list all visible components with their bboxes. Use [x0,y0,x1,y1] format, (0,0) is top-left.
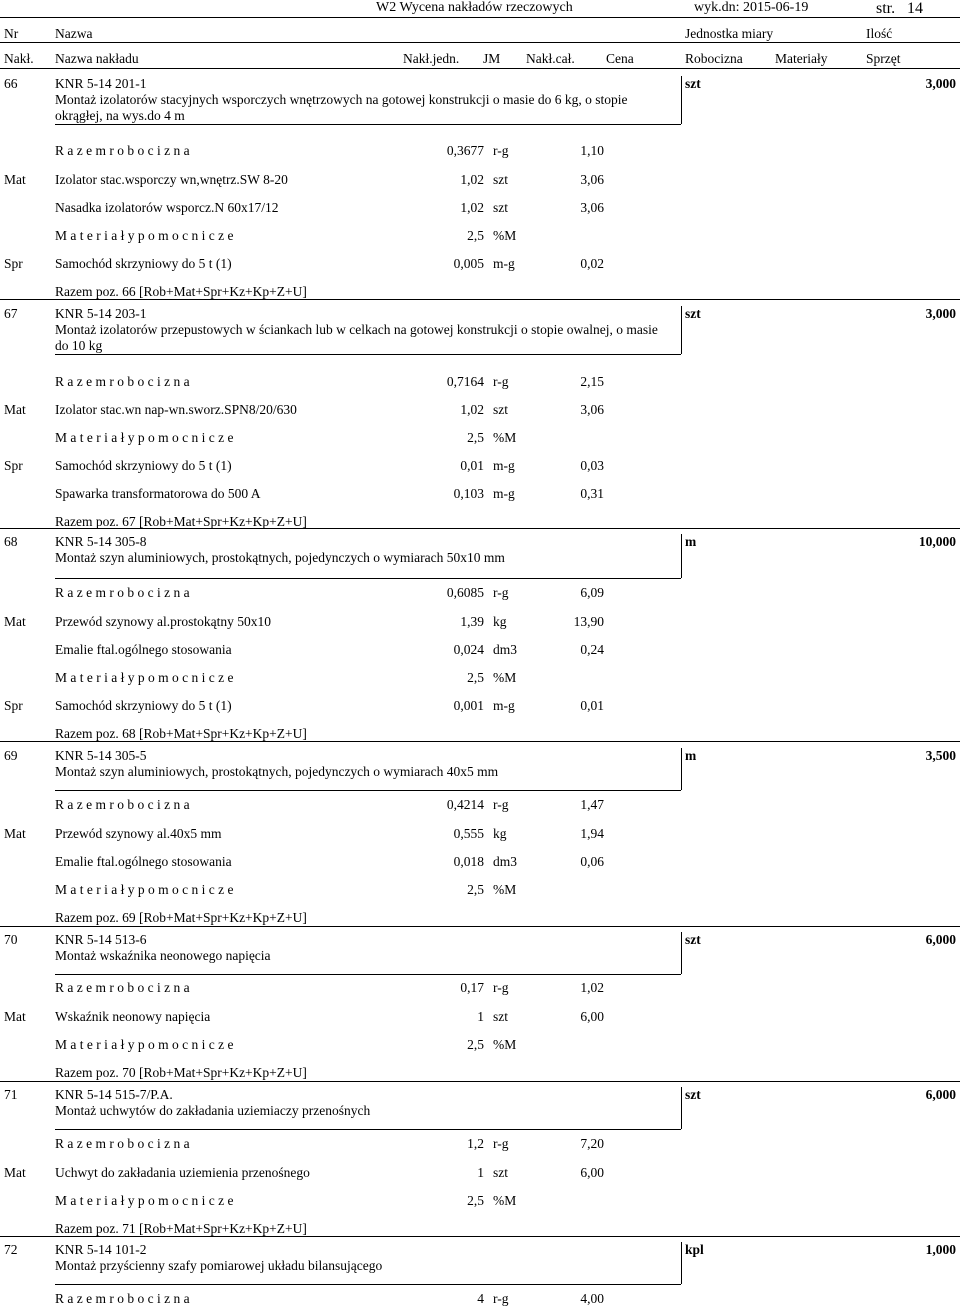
resource-name: M a t e r i a ł y p o m o c n i c z e [55,670,234,685]
resource-unit: %M [493,1193,517,1208]
resource-norm: 2,5 [467,882,484,897]
block-divider [681,76,682,124]
col-header-ilosc: Ilość [866,26,893,41]
document-title: W2 Wycena nakładów rzeczowych [376,0,573,15]
resource-total: 1,10 [580,143,604,158]
resource-total: 4,00 [580,1291,604,1306]
position-description: Montaż uchwytów do zakładania uziemiaczy przenośnych [55,1103,371,1118]
resource-type: Mat [4,1165,26,1180]
block-divider [55,354,681,355]
resource-total: 3,06 [580,172,604,187]
resource-norm: 0,001 [453,698,484,713]
resource-norm: 0,6085 [446,585,484,600]
resource-name: R a z e m r o b o c i z n a [55,585,190,600]
divider-line [0,17,960,18]
resource-name: Przewód szynowy al.40x5 mm [55,826,222,841]
resource-total: 13,90 [573,614,604,629]
position-quantity: 6,000 [925,1087,956,1102]
resource-total: 1,02 [580,980,604,995]
position-number: 71 [4,1087,18,1102]
divider-line [0,42,960,43]
position-code: KNR 5-14 203-1 [55,306,147,321]
position-number: 67 [4,306,18,321]
resource-unit: szt [493,172,508,187]
resource-unit: r-g [493,585,509,600]
resource-name: M a t e r i a ł y p o m o c n i c z e [55,228,234,243]
resource-name: R a z e m r o b o c i z n a [55,1291,190,1306]
resource-name: Emalie ftal.ogólnego stosowania [55,854,232,869]
block-divider [55,1284,681,1285]
resource-unit: dm3 [493,854,518,869]
resource-total: 0,24 [580,642,604,657]
resource-name: R a z e m r o b o c i z n a [55,374,190,389]
resource-total: 3,06 [580,402,604,417]
position-unit: szt [685,932,701,947]
position-number: 70 [4,932,18,947]
resource-norm: 1,39 [460,614,484,629]
resource-total: 0,31 [580,486,604,501]
resource-norm: 0,555 [453,826,484,841]
position-summary: Razem poz. 69 [Rob+Mat+Spr+Kz+Kp+Z+U] [55,910,307,925]
divider-line [0,68,960,69]
resource-unit: %M [493,1037,517,1052]
col-header-nazwa: Nazwa [55,26,93,41]
resource-unit: r-g [493,143,509,158]
position-code: KNR 5-14 515-7/P.A. [55,1087,173,1102]
resource-type: Spr [4,256,23,271]
resource-norm: 1,2 [467,1136,484,1151]
resource-name: R a z e m r o b o c i z n a [55,1136,190,1151]
resource-unit: m-g [493,458,515,473]
resource-norm: 2,5 [467,430,484,445]
block-divider [681,1087,682,1129]
position-unit: szt [685,76,701,91]
resource-norm: 1 [477,1165,484,1180]
block-divider [55,578,681,579]
resource-type: Mat [4,402,26,417]
position-quantity: 3,000 [925,306,956,321]
resource-norm: 0,005 [453,256,484,271]
resource-unit: szt [493,1165,508,1180]
resource-total: 0,03 [580,458,604,473]
resource-name: Nasadka izolatorów wsporcz.N 60x17/12 [55,200,279,215]
resource-name: M a t e r i a ł y p o m o c n i c z e [55,430,234,445]
page-number: 14 [907,0,923,17]
position-quantity: 3,500 [925,748,956,763]
resource-norm: 2,5 [467,1193,484,1208]
position-description-cont: do 10 kg [55,338,103,353]
resource-unit: m-g [493,486,515,501]
resource-total: 6,00 [580,1009,604,1024]
resource-norm: 0,024 [453,642,484,657]
position-quantity: 6,000 [925,932,956,947]
resource-norm: 4 [477,1291,484,1306]
resource-name: Samochód skrzyniowy do 5 t (1) [55,698,232,713]
resource-norm: 2,5 [467,228,484,243]
resource-name: M a t e r i a ł y p o m o c n i c z e [55,882,234,897]
block-divider [55,1129,681,1130]
position-summary: Razem poz. 66 [Rob+Mat+Spr+Kz+Kp+Z+U] [55,284,307,299]
position-unit: m [685,748,697,763]
resource-unit: r-g [493,1291,509,1306]
block-divider [681,748,682,790]
document-date: wyk.dn: 2015-06-19 [694,0,809,15]
resource-norm: 0,01 [460,458,484,473]
resource-name: Izolator stac.wsporczy wn,wnętrz.SW 8-20 [55,172,288,187]
resource-total: 1,94 [580,826,604,841]
col-header-nakl-cal: Nakł.cał. [526,51,575,66]
position-unit: kpl [685,1242,704,1257]
resource-total: 0,06 [580,854,604,869]
resource-total: 6,09 [580,585,604,600]
resource-name: M a t e r i a ł y p o m o c n i c z e [55,1037,234,1052]
resource-name: Samochód skrzyniowy do 5 t (1) [55,458,232,473]
position-description: Montaż izolatorów stacyjnych wsporczych wnętrzowych na gotowej konstrukcji o masie do 6 kg, o stopie [55,92,628,107]
resource-unit: r-g [493,797,509,812]
col-header-nazwa-nakladu: Nazwa nakładu [55,51,139,66]
resource-unit: kg [493,614,507,629]
resource-total: 2,15 [580,374,604,389]
col-header-jednostka: Jednostka miary [685,26,774,41]
resource-unit: szt [493,200,508,215]
resource-name: Przewód szynowy al.prostokątny 50x10 [55,614,271,629]
position-number: 69 [4,748,18,763]
resource-norm: 0,4214 [446,797,484,812]
page-label: str. [876,0,896,17]
position-quantity: 1,000 [925,1242,956,1257]
resource-type: Spr [4,458,23,473]
resource-norm: 2,5 [467,670,484,685]
col-header-nr: Nr [4,26,19,41]
col-header-sprzet: Sprzęt [866,51,901,66]
resource-unit: dm3 [493,642,518,657]
resource-type: Spr [4,698,23,713]
resource-name: Izolator stac.wn nap-wn.sworz.SPN8/20/630 [55,402,297,417]
resource-total: 0,01 [580,698,604,713]
divider-line [0,926,960,927]
resource-name: M a t e r i a ł y p o m o c n i c z e [55,1193,234,1208]
resource-name: Spawarka transformatorowa do 500 A [55,486,261,501]
position-code: KNR 5-14 201-1 [55,76,147,91]
resource-total: 6,00 [580,1165,604,1180]
block-divider [681,932,682,974]
position-quantity: 3,000 [925,76,956,91]
col-header-nakl: Nakł. [4,51,34,66]
resource-norm: 0,3677 [446,143,484,158]
block-divider [55,124,681,125]
resource-unit: %M [493,670,517,685]
resource-type: Mat [4,1009,26,1024]
col-header-jm: JM [483,51,501,66]
resource-unit: szt [493,1009,508,1024]
resource-unit: %M [493,430,517,445]
col-header-nakl-jedn: Nakł.jedn. [403,51,460,66]
resource-norm: 0,103 [453,486,484,501]
position-description: Montaż przyścienny szafy pomiarowej układu bilansującego [55,1258,383,1273]
resource-unit: r-g [493,1136,509,1151]
col-header-materialy: Materiały [775,51,828,66]
resource-total: 0,02 [580,256,604,271]
col-header-cena: Cena [606,51,634,66]
resource-name: R a z e m r o b o c i z n a [55,980,190,995]
position-code: KNR 5-14 305-8 [55,534,147,549]
divider-line [0,1081,960,1082]
block-divider [681,306,682,354]
resource-name: Samochód skrzyniowy do 5 t (1) [55,256,232,271]
position-description: Montaż izolatorów przepustowych w ściankach lub w celkach na gotowej konstrukcji o stopie owalnej, o masie [55,322,658,337]
position-description: Montaż szyn aluminiowych, prostokątnych, pojedynczych o wymiarach 40x5 mm [55,764,499,779]
resource-unit: kg [493,826,507,841]
resource-norm: 1,02 [460,172,484,187]
block-divider [681,1242,682,1284]
resource-unit: m-g [493,698,515,713]
resource-unit: %M [493,882,517,897]
block-divider [55,790,681,791]
position-unit: m [685,534,697,549]
resource-type: Mat [4,614,26,629]
resource-unit: r-g [493,374,509,389]
resource-name: Emalie ftal.ogólnego stosowania [55,642,232,657]
position-code: KNR 5-14 513-6 [55,932,147,947]
block-divider [681,534,682,578]
position-summary: Razem poz. 71 [Rob+Mat+Spr+Kz+Kp+Z+U] [55,1221,307,1236]
resource-type: Mat [4,826,26,841]
resource-unit: m-g [493,256,515,271]
resource-name: R a z e m r o b o c i z n a [55,143,190,158]
col-header-robocizna: Robocizna [685,51,743,66]
resource-name: R a z e m r o b o c i z n a [55,797,190,812]
position-description: Montaż szyn aluminiowych, prostokątnych, pojedynczych o wymiarach 50x10 mm [55,550,505,565]
resource-norm: 0,018 [453,854,484,869]
position-code: KNR 5-14 305-5 [55,748,147,763]
resource-total: 1,47 [580,797,604,812]
position-description-cont: okrągłej, na wys.do 4 m [55,108,185,123]
resource-norm: 0,7164 [446,374,484,389]
position-quantity: 10,000 [918,534,956,549]
resource-name: Wskaźnik neonowy napięcia [55,1009,211,1024]
resource-norm: 2,5 [467,1037,484,1052]
position-summary: Razem poz. 68 [Rob+Mat+Spr+Kz+Kp+Z+U] [55,726,307,741]
resource-total: 7,20 [580,1136,604,1151]
resource-norm: 0,17 [460,980,484,995]
resource-total: 3,06 [580,200,604,215]
resource-unit: r-g [493,980,509,995]
resource-type: Mat [4,172,26,187]
position-number: 68 [4,534,18,549]
position-summary: Razem poz. 70 [Rob+Mat+Spr+Kz+Kp+Z+U] [55,1065,307,1080]
position-description: Montaż wskaźnika neonowego napięcia [55,948,271,963]
resource-unit: %M [493,228,517,243]
resource-unit: szt [493,402,508,417]
position-summary: Razem poz. 67 [Rob+Mat+Spr+Kz+Kp+Z+U] [55,514,307,529]
resource-norm: 1,02 [460,200,484,215]
resource-norm: 1,02 [460,402,484,417]
block-divider [55,974,681,975]
position-code: KNR 5-14 101-2 [55,1242,147,1257]
position-number: 66 [4,76,18,91]
position-unit: szt [685,1087,701,1102]
position-unit: szt [685,306,701,321]
resource-norm: 1 [477,1009,484,1024]
position-number: 72 [4,1242,18,1257]
resource-name: Uchwyt do zakładania uziemienia przenośnego [55,1165,310,1180]
